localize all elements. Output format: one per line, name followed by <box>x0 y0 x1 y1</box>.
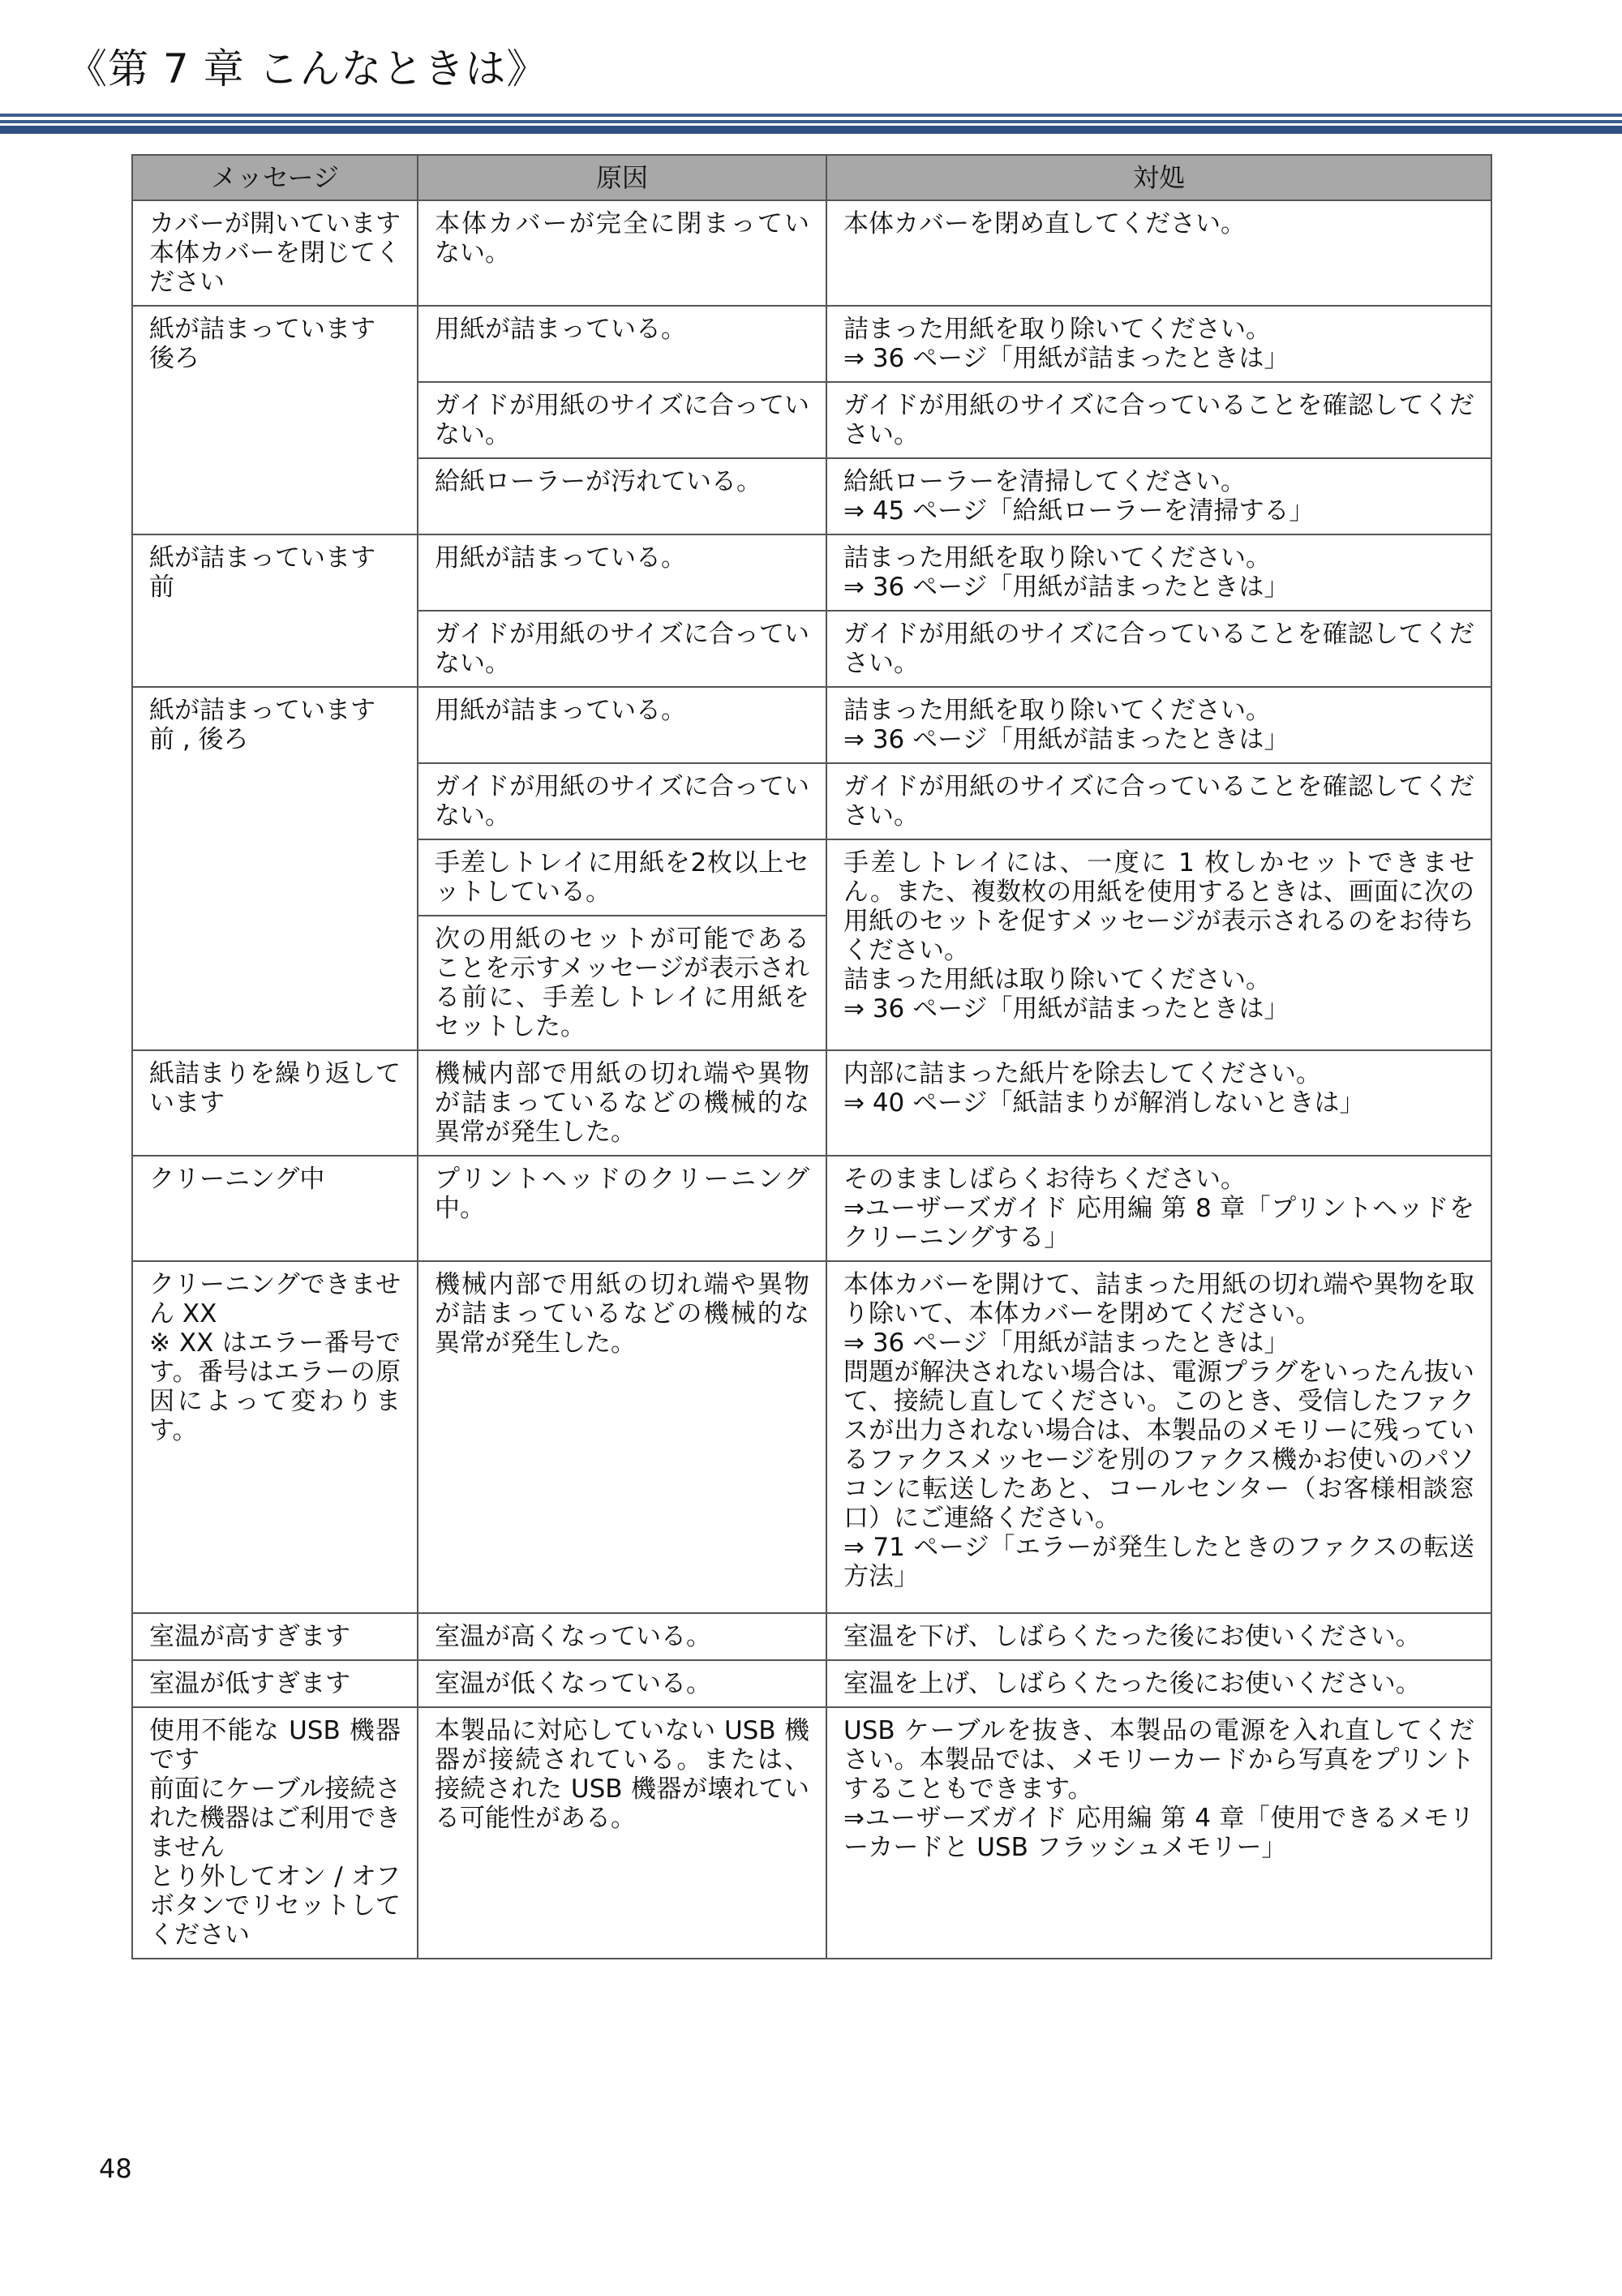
table-row <box>132 200 1491 306</box>
cause-cell: 用紙が詰まっている。 <box>418 306 826 382</box>
table-row <box>132 1660 1491 1707</box>
remedy-cell: 本体カバーを閉め直してください。 <box>826 200 1491 306</box>
remedy-cell: そのまましばらくお待ちください。 ⇒ユーザーズガイド 応用編 第 8 章「プリントヘッドをクリーニングする」 <box>826 1156 1491 1261</box>
cause-cell: 本製品に対応していない USB 機器が接続されている。または、接続された USB 機器が壊れている可能性がある。 <box>418 1707 826 1959</box>
remedy-cell: 詰まった用紙を取り除いてください。 ⇒ 36 ページ「用紙が詰まったときは」 <box>826 687 1491 763</box>
remedy-cell: USB ケーブルを抜き、本製品の電源を入れ直してください。本製品では、メモリーカードから写真をプリントすることもできます。 ⇒ユーザーズガイド 応用編 第 4 章「使用できるメモリーカードと USB フラッシュメモリー」 <box>826 1707 1491 1959</box>
cause-cell: 次の用紙のセットが可能であることを示すメッセージが表示される前に、手差しトレイに用紙をセットした。 <box>418 916 826 1050</box>
table-row <box>132 306 1491 382</box>
cause-cell: プリントヘッドのクリーニング中。 <box>418 1156 826 1261</box>
cause-cell: ガイドが用紙のサイズに合っていない。 <box>418 382 826 458</box>
column-header-remedy: 対処 <box>826 155 1491 200</box>
cause-cell: ガイドが用紙のサイズに合っていない。 <box>418 763 826 839</box>
table-row <box>132 1613 1491 1660</box>
cause-cell: 室温が高くなっている。 <box>418 1613 826 1660</box>
cause-cell: 室温が低くなっている。 <box>418 1660 826 1707</box>
cause-cell: 機械内部で用紙の切れ端や異物が詰まっているなどの機械的な異常が発生した。 <box>418 1050 826 1156</box>
message-cell: カバーが開いています 本体カバーを閉じてください <box>132 200 418 306</box>
remedy-cell: ガイドが用紙のサイズに合っていることを確認してください。 <box>826 611 1491 687</box>
remedy-cell: 室温を下げ、しばらくたった後にお使いください。 <box>826 1613 1491 1660</box>
cause-cell: 用紙が詰まっている。 <box>418 687 826 763</box>
message-cell: 紙が詰まっています 前 <box>132 534 418 687</box>
message-cell: 紙が詰まっています 前 , 後ろ <box>132 687 418 1050</box>
message-cell: 使用不能な USB 機器です 前面にケーブル接続された機器はご利用できません とり外してオン / オフボタンでリセットしてください <box>132 1707 418 1959</box>
remedy-cell: 室温を上げ、しばらくたった後にお使いください。 <box>826 1660 1491 1707</box>
cause-cell: 給紙ローラーが汚れている。 <box>418 458 826 534</box>
remedy-cell: 手差しトレイには、一度に 1 枚しかセットできません。また、複数枚の用紙を使用するときは、画面に次の用紙のセットを促すメッセージが表示されるのをお待ちください。 詰まった用紙は取り除いてください。 ⇒ 36 ページ「用紙が詰まったときは」 <box>826 839 1491 1050</box>
cause-cell: 機械内部で用紙の切れ端や異物が詰まっているなどの機械的な異常が発生した。 <box>418 1261 826 1613</box>
message-cell: 室温が低すぎます <box>132 1660 418 1707</box>
remedy-cell: ガイドが用紙のサイズに合っていることを確認してください。 <box>826 382 1491 458</box>
message-cell: クリーニング中 <box>132 1156 418 1261</box>
page-number: 48 <box>99 2153 132 2184</box>
remedy-cell: 内部に詰まった紙片を除去してください。 ⇒ 40 ページ「紙詰まりが解消しないときは」 <box>826 1050 1491 1156</box>
message-cell: 室温が高すぎます <box>132 1613 418 1660</box>
table-row <box>132 1707 1491 1959</box>
message-cell: 紙が詰まっています 後ろ <box>132 306 418 534</box>
remedy-cell: ガイドが用紙のサイズに合っていることを確認してください。 <box>826 763 1491 839</box>
column-header-cause: 原因 <box>418 155 826 200</box>
table-row <box>132 1050 1491 1156</box>
remedy-cell: 給紙ローラーを清掃してください。 ⇒ 45 ページ「給紙ローラーを清掃する」 <box>826 458 1491 534</box>
chapter-title: 《第 7 章 こんなときは》 <box>67 45 548 92</box>
header-rule <box>0 114 1622 134</box>
remedy-cell: 本体カバーを開けて、詰まった用紙の切れ端や異物を取り除いて、本体カバーを閉めてください。 ⇒ 36 ページ「用紙が詰まったときは」 問題が解決されない場合は、電源プラグをいったん抜いて、接続し直してください。このとき、受信したファクスが出力されない場合は、本製品のメモリーに残っているファクスメッセージを別のファクス機かお使いのパソコンに転送したあと、コールセンター（お客様相談窓口）にご連絡ください。 ⇒ 71 ページ「エラーが発生したときのファクスの転送方法」 <box>826 1261 1491 1613</box>
remedy-cell: 詰まった用紙を取り除いてください。 ⇒ 36 ページ「用紙が詰まったときは」 <box>826 534 1491 611</box>
column-header-message: メッセージ <box>132 155 418 200</box>
table-row <box>132 1261 1491 1613</box>
table-row <box>132 1156 1491 1261</box>
table-row <box>132 687 1491 763</box>
error-message-table <box>131 154 1492 1959</box>
message-cell: 紙詰まりを繰り返しています <box>132 1050 418 1156</box>
message-cell: クリーニングできません XX ※ XX はエラー番号です。番号はエラーの原因によって変わります。 <box>132 1261 418 1613</box>
cause-cell: ガイドが用紙のサイズに合っていない。 <box>418 611 826 687</box>
remedy-cell: 詰まった用紙を取り除いてください。 ⇒ 36 ページ「用紙が詰まったときは」 <box>826 306 1491 382</box>
table-header-row <box>132 155 1491 200</box>
cause-cell: 本体カバーが完全に閉まっていない。 <box>418 200 826 306</box>
cause-cell: 手差しトレイに用紙を2枚以上セットしている。 <box>418 839 826 916</box>
table-row <box>132 534 1491 611</box>
cause-cell: 用紙が詰まっている。 <box>418 534 826 611</box>
